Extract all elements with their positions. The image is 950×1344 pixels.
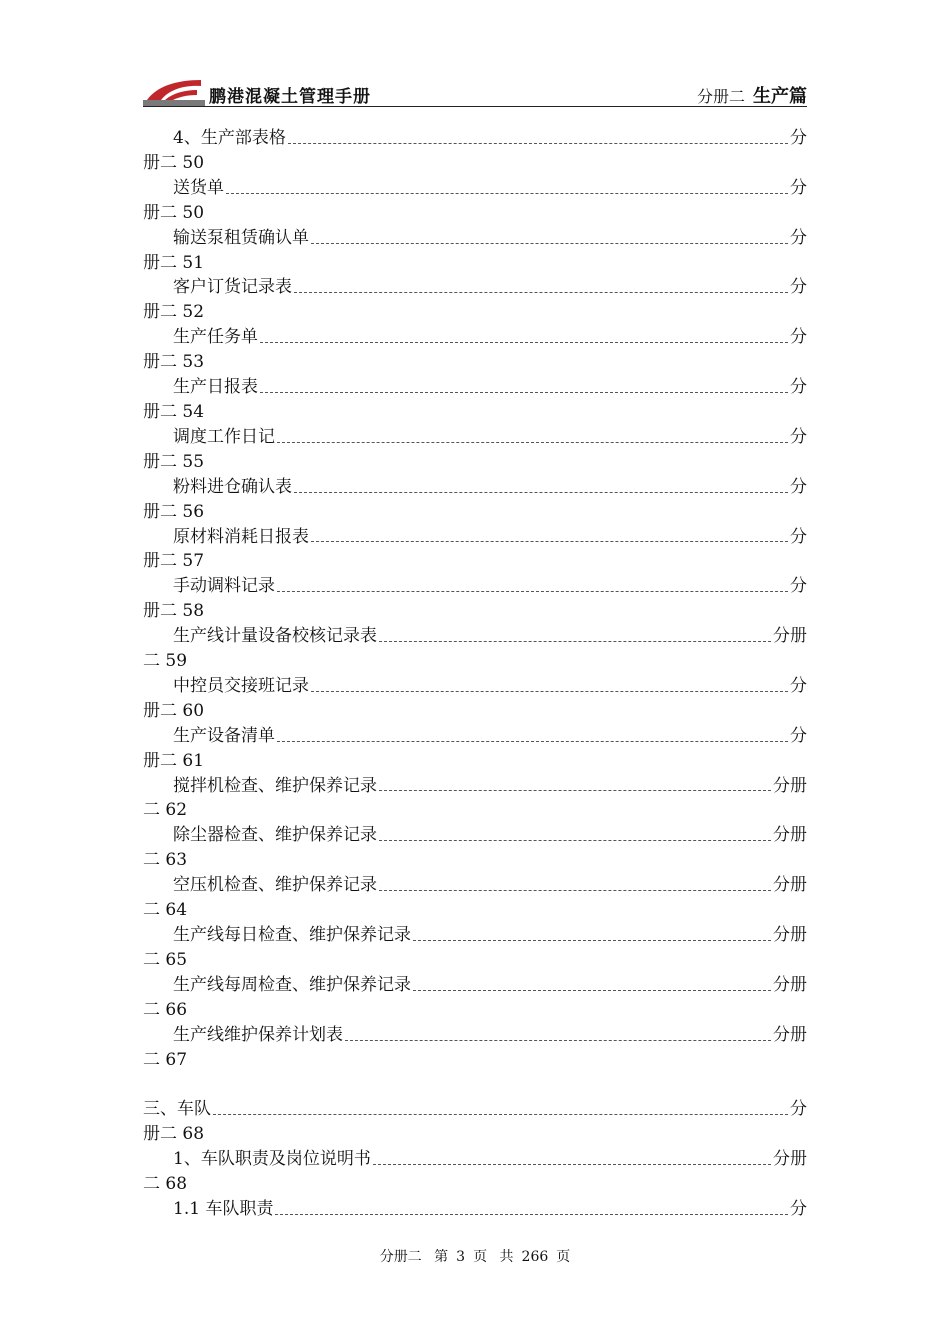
toc-entry-line — [143, 1197, 807, 1222]
footer-total-prefix: 共 — [499, 1249, 514, 1265]
toc-entry[interactable] — [143, 375, 807, 425]
company-logo-icon — [143, 76, 205, 106]
toc-entry-title: 生产线计量设备校核记录表 — [173, 626, 377, 647]
toc-entry-line — [143, 674, 807, 699]
toc-entry-page-ref: 册二 68 — [143, 1124, 205, 1145]
toc-entry-page-ref: 二 67 — [143, 1049, 188, 1070]
toc-entry-page-ref: 二 65 — [143, 949, 188, 970]
toc-entry[interactable] — [143, 873, 807, 923]
toc-entry[interactable] — [143, 525, 807, 575]
toc-leader — [226, 193, 788, 194]
toc-entry[interactable] — [143, 126, 807, 176]
toc-spacer — [143, 1072, 807, 1097]
toc-entry-page-ref: 册二 60 — [143, 700, 205, 721]
toc-entry-line — [143, 774, 807, 799]
toc-entry-page-ref: 册二 53 — [143, 352, 205, 373]
toc-leader — [288, 143, 788, 144]
toc-entry-line — [143, 823, 807, 848]
toc-entry-line — [143, 176, 807, 201]
toc-entry-page-ref: 二 68 — [143, 1174, 188, 1195]
toc-entry-page-ref: 册二 56 — [143, 501, 205, 522]
toc-entry-page-prefix: 分 — [790, 1199, 807, 1220]
toc-entry-line — [143, 475, 807, 500]
toc-entry-page-prefix: 分 — [790, 227, 807, 248]
toc-entry-line — [143, 973, 807, 998]
toc-entry-page-prefix: 分 — [790, 128, 807, 148]
toc-leader — [379, 890, 771, 891]
toc-entry[interactable] — [143, 325, 807, 375]
toc-entry-page-ref: 册二 52 — [143, 302, 205, 323]
toc-leader — [260, 342, 788, 343]
toc-entry-title: 除尘器检查、维护保养记录 — [173, 825, 377, 846]
footer-page-suffix: 页 — [473, 1249, 488, 1265]
toc-entry-page-prefix: 分 — [790, 277, 807, 298]
toc-entry-page-prefix: 分 — [790, 377, 807, 398]
header-section-name: 生产篇 — [753, 86, 807, 107]
table-of-contents — [143, 126, 807, 1222]
toc-entry[interactable] — [143, 973, 807, 1023]
toc-entry-line — [143, 325, 807, 350]
toc-leader — [379, 790, 771, 791]
toc-entry[interactable] — [143, 674, 807, 724]
toc-entry-page-prefix: 分册 — [773, 1024, 807, 1045]
toc-entry-page-ref: 册二 61 — [143, 750, 205, 771]
toc-entry-line — [143, 624, 807, 649]
toc-entry-line — [143, 724, 807, 749]
toc-leader — [345, 1040, 771, 1041]
toc-leader — [311, 243, 788, 244]
toc-entry-line — [143, 1097, 807, 1122]
toc-entry-page-prefix: 分册 — [773, 925, 807, 945]
toc-entry-title: 调度工作日记 — [173, 426, 275, 447]
toc-entry-title: 生产线维护保养计划表 — [173, 1024, 343, 1045]
page-footer — [0, 1246, 950, 1266]
toc-entry-line — [143, 425, 807, 450]
toc-entry-title: 输送泵租赁确认单 — [173, 227, 309, 248]
toc-entry-page-prefix: 分 — [790, 327, 807, 348]
toc-entry[interactable] — [143, 923, 807, 973]
toc-leader — [277, 591, 788, 592]
toc-entry-page-ref: 二 59 — [143, 651, 188, 672]
toc-entry[interactable] — [143, 724, 807, 774]
toc-entry-title: 搅拌机检查、维护保养记录 — [173, 775, 377, 796]
toc-entry-page-prefix: 分册 — [773, 875, 807, 896]
toc-leader — [413, 940, 771, 941]
toc-leader — [294, 492, 788, 493]
toc-entry-page-prefix: 分 — [790, 725, 807, 746]
toc-entry-title: 中控员交接班记录 — [173, 675, 309, 696]
toc-entry-page-ref: 册二 55 — [143, 451, 205, 472]
toc-entry-line — [143, 275, 807, 300]
toc-entry[interactable] — [143, 574, 807, 624]
toc-entry-page-ref: 册二 57 — [143, 551, 205, 572]
toc-entry-page-prefix: 分 — [790, 177, 807, 198]
toc-entry-title: 生产线每日检查、维护保养记录 — [173, 925, 411, 945]
toc-entry-title: 生产线每周检查、维护保养记录 — [173, 974, 411, 995]
toc-entry-title: 粉料进仓确认表 — [173, 476, 292, 497]
toc-entry-line — [143, 375, 807, 400]
toc-entry-line — [143, 1147, 807, 1172]
toc-entry-page-prefix: 分册 — [773, 775, 807, 796]
toc-entry[interactable] — [143, 1197, 807, 1222]
toc-entry-page-prefix: 分册 — [773, 1149, 807, 1170]
toc-entry[interactable] — [143, 823, 807, 873]
toc-entry-title: 手动调料记录 — [173, 576, 275, 597]
toc-entry-page-ref: 册二 50 — [143, 152, 205, 173]
header-section — [697, 82, 807, 108]
toc-entry-title: 原材料消耗日报表 — [173, 526, 309, 547]
toc-entry-page-prefix: 分册 — [773, 626, 807, 647]
toc-entry-title: 4、生产部表格 — [173, 128, 286, 148]
toc-entry[interactable] — [143, 1097, 807, 1147]
toc-entry-page-ref: 二 63 — [143, 850, 188, 871]
toc-leader — [373, 1164, 771, 1165]
toc-entry[interactable] — [143, 624, 807, 674]
toc-leader — [277, 741, 788, 742]
toc-entry-page-prefix: 分 — [790, 576, 807, 597]
footer-total-suffix: 页 — [556, 1249, 571, 1265]
toc-entry-page-prefix: 分 — [790, 426, 807, 447]
toc-entry-title: 送货单 — [173, 177, 224, 198]
toc-entry-title: 生产设备清单 — [173, 725, 275, 746]
footer-page-prefix: 第 — [434, 1249, 449, 1265]
toc-leader — [277, 442, 788, 443]
toc-entry-title: 三、车队 — [143, 1099, 211, 1120]
manual-title: 鹏港混凝土管理手册 — [209, 87, 371, 107]
toc-entry-line — [143, 923, 807, 948]
toc-entry[interactable] — [143, 1023, 807, 1073]
toc-entry[interactable] — [143, 176, 807, 226]
toc-entry-line — [143, 126, 807, 151]
toc-entry-line — [143, 226, 807, 251]
toc-entry[interactable] — [143, 1147, 807, 1197]
toc-entry-page-prefix: 分 — [790, 1099, 807, 1120]
toc-leader — [379, 840, 771, 841]
toc-leader — [311, 691, 788, 692]
toc-entry[interactable] — [143, 774, 807, 824]
toc-entry-page-prefix: 分册 — [773, 825, 807, 846]
toc-entry-page-ref: 二 66 — [143, 999, 188, 1020]
header-divider — [143, 106, 807, 107]
toc-entry-page-ref: 册二 50 — [143, 202, 205, 223]
toc-leader — [213, 1114, 788, 1115]
toc-entry-title: 1、车队职责及岗位说明书 — [173, 1149, 371, 1170]
toc-entry[interactable] — [143, 275, 807, 325]
toc-entry-line — [143, 525, 807, 550]
toc-leader — [260, 392, 788, 393]
toc-entry-title: 生产日报表 — [173, 377, 258, 398]
toc-entry[interactable] — [143, 226, 807, 276]
toc-entry-page-ref: 册二 54 — [143, 401, 205, 422]
toc-entry-title: 客户订货记录表 — [173, 277, 292, 298]
toc-entry-title: 生产任务单 — [173, 327, 258, 348]
toc-entry-page-prefix: 分册 — [773, 974, 807, 995]
toc-leader — [294, 292, 788, 293]
toc-leader — [311, 541, 788, 542]
footer-total-pages: 266 — [521, 1249, 549, 1265]
toc-entry-page-ref: 二 64 — [143, 900, 188, 921]
toc-entry-page-prefix: 分 — [790, 675, 807, 696]
toc-entry-page-ref: 册二 58 — [143, 601, 205, 622]
toc-leader — [413, 990, 771, 991]
toc-entry-page-prefix: 分 — [790, 526, 807, 547]
header-volume: 分册二 — [696, 87, 745, 106]
toc-entry-line — [143, 873, 807, 898]
toc-entry-title: 空压机检查、维护保养记录 — [173, 875, 377, 896]
toc-entry[interactable] — [143, 425, 807, 475]
toc-entry-line — [143, 1023, 807, 1048]
toc-entry-page-prefix: 分 — [790, 476, 807, 497]
footer-page-number: 3 — [456, 1249, 466, 1265]
page-header — [143, 74, 807, 108]
toc-entry-page-ref: 二 62 — [143, 800, 188, 821]
toc-entry-line — [143, 574, 807, 599]
toc-leader — [275, 1214, 788, 1215]
toc-entry-page-ref: 册二 51 — [143, 252, 205, 273]
toc-leader — [379, 641, 771, 642]
toc-entry-title: 1.1 车队职责 — [173, 1199, 274, 1220]
toc-entry[interactable] — [143, 475, 807, 525]
footer-volume: 分册二 — [379, 1249, 422, 1265]
